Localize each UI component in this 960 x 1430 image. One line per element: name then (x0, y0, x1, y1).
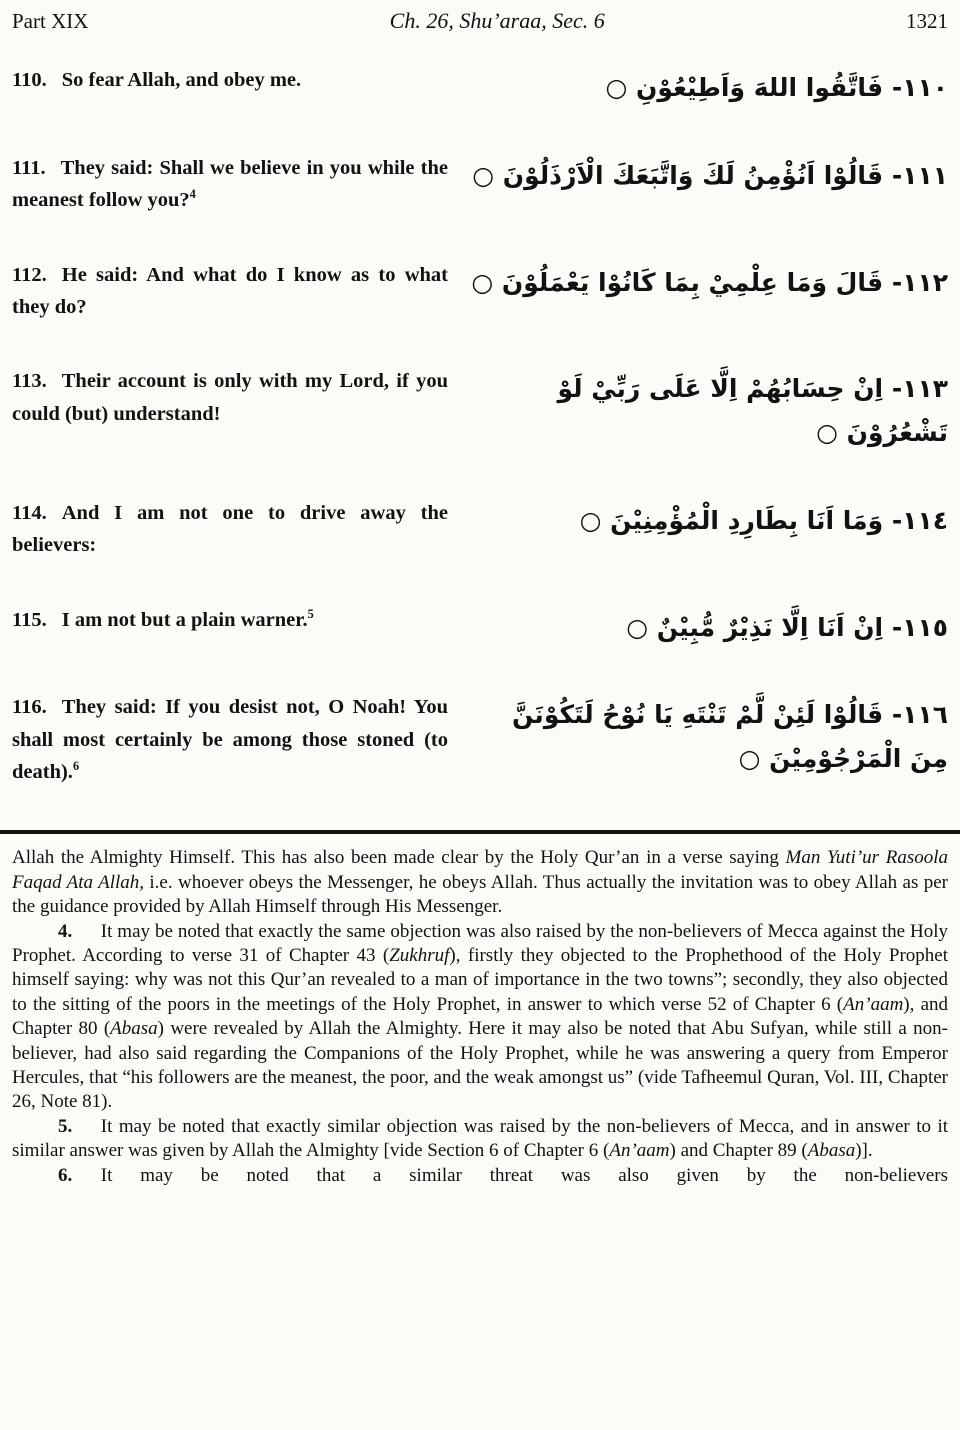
footnote-ref: 4 (189, 187, 196, 202)
verse-english (12, 152, 448, 217)
verse-number: 113. (12, 370, 47, 393)
verse-english-text: And I am not one to drive away the believers: (12, 501, 448, 557)
page-number: 1321 (906, 9, 948, 33)
verse-english-text: So fear Allah, and obey me. (61, 69, 302, 91)
verse-number: 115. (12, 608, 47, 631)
verse-english-text: I am not but a plain warner. (61, 608, 308, 631)
footnote-paragraph: 4. It may be noted that exactly the same objection was also raised by the non-believers of Mecca against the Holy Prophet. According to verse 31 of Chapter 43 (Zukhruf), firstly they objected to the Prophethood of the Holy Prophet himself saying: why was not this Qur’an revealed to a man of importance in the two towns”; secondly, they also objected to the sitting of the poors in the meetings of the Holy Prophet, in answer to which verse 52 of Chapter 6 (An’aam), and Chapter 80 (Abasa) were revealed by Allah the Almighty. Here it may also be noted that Abu Sufyan, while still a non-believer, had also said regarding the Companions of the Holy Prophet, while he was answering a query from Emperor Hercules, that “his followers are the meanest, the poor, and the weak amongst us” (vide Tafheemul Quran, Vol. III, Chapter 26, Note 81). (12, 920, 948, 1113)
verse-arabic-text: ١١١- قَالُوْا اَنُؤْمِنُ لَكَ وَاتَّبَعَكَ الْاَرْذَلُوْنَ ○ (472, 160, 948, 190)
verse-number: 114. (12, 501, 47, 524)
footnote-paragraph: 6. It may be noted that a similar threat was also given by the non-believers (58, 1164, 948, 1186)
verse-english (12, 604, 448, 636)
verse-row (12, 365, 948, 455)
verse-row (12, 152, 948, 217)
verse-number: 116. (12, 696, 47, 719)
verse-arabic-text: ١١٦- قَالُوْا لَئِنْ لَّمْ تَنْتَهِ يَا نُوْحُ لَتَكُوْنَنَّ مِنَ الْمَرْجُوْمِيْنَ ○ (511, 700, 948, 773)
verse-row (12, 259, 948, 324)
verse-number: 110. (12, 69, 47, 91)
verse-english-text: Their account is only with my Lord, if you could (but) understand! (12, 370, 448, 425)
verse-arabic-text: ١١٥- اِنْ اَنَا اِلَّا نَذِيْرٌ مُّبِيْنٌ ○ (626, 612, 948, 642)
verse-english (12, 259, 448, 324)
verse-number: 112. (12, 263, 47, 286)
verse-arabic-text: ١١٣- اِنْ حِسَابُهُمْ اِلَّا عَلَى رَبِّيْ لَوْ تَشْعُرُوْنَ ○ (557, 374, 948, 447)
verse-row (12, 64, 948, 110)
footnote-ref: 6 (72, 759, 80, 774)
page-header (12, 8, 948, 34)
footnote-divider (0, 830, 960, 834)
verse-english (12, 64, 448, 96)
verse-english (12, 365, 448, 430)
verse-arabic-text: ١١٤- وَمَا اَنَا بِطَارِدِ الْمُؤْمِنِيْنَ ○ (579, 505, 948, 535)
verse-number: 111. (12, 156, 46, 179)
verse-english (12, 497, 448, 562)
verse-english-text: They said: If you desist not, O Noah! You shall most certainly be among those stoned (to death). (12, 696, 448, 783)
part-label: Part XIX (12, 9, 89, 33)
verse-row (12, 604, 948, 650)
verse-english (12, 691, 448, 788)
verses-section (12, 64, 948, 788)
verse-row (12, 497, 948, 562)
footnote-ref: 5 (307, 606, 314, 621)
verse-row (12, 691, 948, 788)
footnotes-section (12, 846, 948, 1188)
verse-arabic-text: ١١٢- قَالَ وَمَا عِلْمِيْ بِمَا كَانُوْا يَعْمَلُوْنَ ○ (471, 267, 948, 297)
verse-english-text: They said: Shall we believe in you while the meanest follow you? (12, 156, 448, 212)
chapter-title: Ch. 26, Shu’araa, Sec. 6 (389, 8, 605, 33)
verse-arabic-text: ١١٠- فَاتَّقُوا اللهَ وَاَطِيْعُوْنِ ○ (605, 73, 948, 102)
verse-english-text: He said: And what do I know as to what they do? (12, 263, 448, 318)
footnote-paragraph: Allah the Almighty Himself. This has also been made clear by the Holy Qur’an in a verse saying Man Yuti’ur Rasoola Faqad Ata Allah, i.e. whoever obeys the Messenger, he obeys Allah. Thus actually the invitation was to obey Allah as per the guidance provided by Allah Himself through His Messenger. (12, 847, 948, 918)
footnote-paragraph: 5. It may be noted that exactly similar objection was raised by the non-believers of Mecca, and in answer to it similar answer was given by Allah the Almighty [vide Section 6 of Chapter 6 (An’aam) and Chapter 89 (Abasa)]. (12, 1115, 948, 1162)
